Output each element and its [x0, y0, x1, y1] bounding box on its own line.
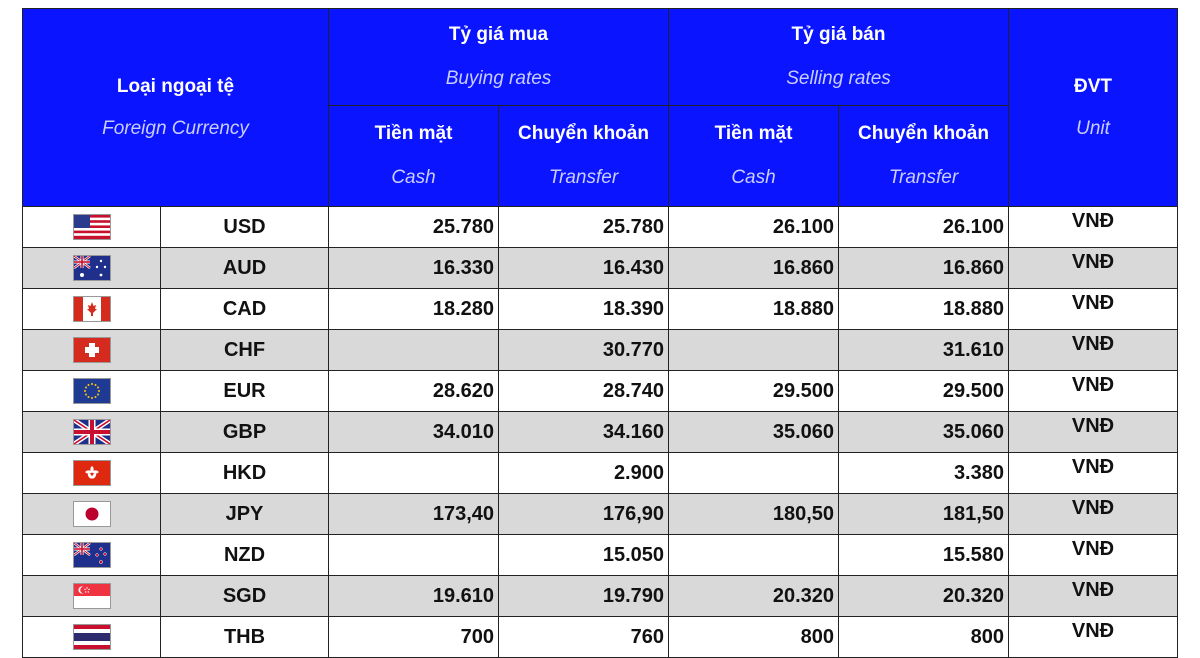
table-row	[23, 453, 1178, 494]
flag-cell	[23, 207, 161, 248]
currency-code: CHF	[161, 330, 329, 371]
us-flag-icon	[74, 215, 110, 239]
buy-transfer-value: 16.430	[499, 248, 669, 289]
buy-cash-value	[329, 453, 499, 494]
buy-transfer-value: 30.770	[499, 330, 669, 371]
sell-transfer-value: 800	[839, 617, 1009, 658]
buy-cash-value: 173,40	[329, 494, 499, 535]
buy-transfer-value: 19.790	[499, 576, 669, 617]
buy-cash-value: 16.330	[329, 248, 499, 289]
table-row	[23, 289, 1178, 330]
currency-header	[23, 9, 329, 207]
flag-cell	[23, 371, 161, 412]
eu-flag-icon	[74, 379, 110, 403]
exchange-rate-table-container	[22, 8, 1177, 658]
sell-cash-value: 29.500	[669, 371, 839, 412]
flag-cell	[23, 412, 161, 453]
buy-cash-value: 25.780	[329, 207, 499, 248]
buy-transfer-header-en: Transfer	[548, 167, 619, 188]
sell-cash-value	[669, 535, 839, 576]
buy-cash-value	[329, 535, 499, 576]
buy-transfer-value: 34.160	[499, 412, 669, 453]
sell-transfer-value: 18.880	[839, 289, 1009, 330]
buy-transfer-header-vi: Chuyển khoản	[518, 123, 649, 144]
buying-header-en: Buying rates	[445, 68, 552, 89]
sell-cash-value: 180,50	[669, 494, 839, 535]
unit-value: VNĐ	[1009, 453, 1178, 494]
currency-code: HKD	[161, 453, 329, 494]
sell-cash-value	[669, 330, 839, 371]
unit-value: VNĐ	[1009, 371, 1178, 412]
nz-flag-icon	[74, 543, 110, 567]
sell-cash-value: 20.320	[669, 576, 839, 617]
currency-header-en: Foreign Currency	[102, 117, 249, 139]
sell-transfer-value: 31.610	[839, 330, 1009, 371]
sell-transfer-value: 181,50	[839, 494, 1009, 535]
currency-code: THB	[161, 617, 329, 658]
th-flag-icon	[74, 625, 110, 649]
unit-header-en: Unit	[1076, 117, 1110, 139]
flag-cell	[23, 494, 161, 535]
sell-transfer-value: 16.860	[839, 248, 1009, 289]
buy-cash-value: 19.610	[329, 576, 499, 617]
buy-transfer-value: 18.390	[499, 289, 669, 330]
flag-cell	[23, 453, 161, 494]
flag-cell	[23, 330, 161, 371]
buy-cash-header-vi: Tiền mặt	[374, 123, 453, 144]
selling-rates-header	[669, 9, 1009, 106]
currency-header-vi: Loại ngoại tệ	[116, 75, 235, 97]
sell-cash-value: 26.100	[669, 207, 839, 248]
buy-cash-value: 34.010	[329, 412, 499, 453]
sell-transfer-value: 35.060	[839, 412, 1009, 453]
buying-header-vi: Tỷ giá mua	[448, 24, 549, 45]
flag-cell	[23, 289, 161, 330]
table-row	[23, 576, 1178, 617]
sell-transfer-value: 20.320	[839, 576, 1009, 617]
sell-transfer-value: 29.500	[839, 371, 1009, 412]
buy-cash-value: 700	[329, 617, 499, 658]
au-flag-icon	[74, 256, 110, 280]
buy-transfer-value: 176,90	[499, 494, 669, 535]
buy-transfer-value: 15.050	[499, 535, 669, 576]
unit-value: VNĐ	[1009, 289, 1178, 330]
buy-cash-header-en: Cash	[391, 167, 436, 188]
unit-value: VNĐ	[1009, 412, 1178, 453]
sg-flag-icon	[74, 584, 110, 608]
buy-cash-value: 28.620	[329, 371, 499, 412]
sell-transfer-value: 26.100	[839, 207, 1009, 248]
currency-code: CAD	[161, 289, 329, 330]
buy-cash-header	[329, 106, 499, 207]
currency-code: JPY	[161, 494, 329, 535]
table-row	[23, 207, 1178, 248]
unit-value: VNĐ	[1009, 617, 1178, 658]
flag-cell	[23, 248, 161, 289]
buy-cash-value	[329, 330, 499, 371]
sell-transfer-value: 15.580	[839, 535, 1009, 576]
gb-flag-icon	[74, 420, 110, 444]
sell-transfer-header-en: Transfer	[888, 167, 959, 188]
sell-cash-header	[669, 106, 839, 207]
sell-cash-value: 16.860	[669, 248, 839, 289]
hk-flag-icon	[74, 461, 110, 485]
buy-transfer-value: 25.780	[499, 207, 669, 248]
ch-flag-icon	[74, 338, 110, 362]
unit-value: VNĐ	[1009, 576, 1178, 617]
sell-transfer-header-vi: Chuyển khoản	[858, 123, 989, 144]
unit-value: VNĐ	[1009, 248, 1178, 289]
table-row	[23, 371, 1178, 412]
unit-header	[1009, 9, 1178, 207]
buy-transfer-header	[499, 106, 669, 207]
currency-code: EUR	[161, 371, 329, 412]
sell-cash-header-vi: Tiền mặt	[714, 123, 793, 144]
buying-rates-header	[329, 9, 669, 106]
flag-cell	[23, 617, 161, 658]
rate-table-body	[23, 207, 1178, 658]
unit-value: VNĐ	[1009, 494, 1178, 535]
buy-transfer-value: 2.900	[499, 453, 669, 494]
selling-header-en: Selling rates	[786, 68, 891, 89]
flag-cell	[23, 576, 161, 617]
selling-header-vi: Tỷ giá bán	[791, 24, 886, 45]
table-row	[23, 535, 1178, 576]
jp-flag-icon	[74, 502, 110, 526]
buy-transfer-value: 28.740	[499, 371, 669, 412]
buy-transfer-value: 760	[499, 617, 669, 658]
exchange-rate-table	[22, 8, 1178, 658]
ca-flag-icon	[74, 297, 110, 321]
flag-cell	[23, 535, 161, 576]
sell-transfer-header	[839, 106, 1009, 207]
currency-code: GBP	[161, 412, 329, 453]
unit-value: VNĐ	[1009, 207, 1178, 248]
currency-code: AUD	[161, 248, 329, 289]
unit-value: VNĐ	[1009, 330, 1178, 371]
unit-header-vi: ĐVT	[1074, 75, 1112, 97]
currency-code: SGD	[161, 576, 329, 617]
table-row	[23, 330, 1178, 371]
currency-code: NZD	[161, 535, 329, 576]
table-row	[23, 494, 1178, 535]
sell-transfer-value: 3.380	[839, 453, 1009, 494]
table-row	[23, 412, 1178, 453]
sell-cash-value	[669, 453, 839, 494]
sell-cash-header-en: Cash	[731, 167, 776, 188]
table-row	[23, 617, 1178, 658]
sell-cash-value: 35.060	[669, 412, 839, 453]
buy-cash-value: 18.280	[329, 289, 499, 330]
sell-cash-value: 800	[669, 617, 839, 658]
currency-code: USD	[161, 207, 329, 248]
table-row	[23, 248, 1178, 289]
unit-value: VNĐ	[1009, 535, 1178, 576]
sell-cash-value: 18.880	[669, 289, 839, 330]
